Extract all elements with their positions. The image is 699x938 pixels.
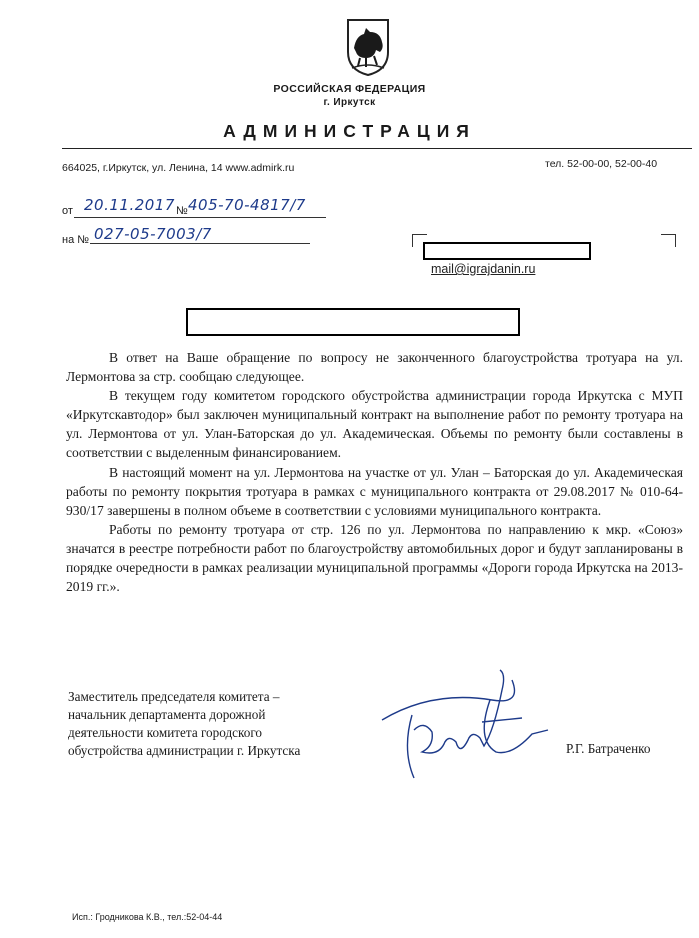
- number-label: №: [176, 205, 188, 217]
- executor-contact: Исп.: Гродникова К.В., тел.:52-04-44: [72, 912, 223, 922]
- position-line-3: деятельности комитета городского: [68, 725, 263, 740]
- header-divider: [62, 148, 692, 149]
- reply-label: на №: [62, 234, 90, 246]
- letter-body: [66, 348, 683, 596]
- reply-number: 027-05-7003/7: [94, 225, 212, 243]
- address-line: 664025, г.Иркутск, ул. Ленина, 14 www.admirk.ru: [62, 162, 295, 174]
- city-name: г. Иркутск: [323, 97, 376, 108]
- position-line-2: начальник департамента дорожной: [68, 707, 266, 722]
- signatory-name: Р.Г. Батраченко: [566, 741, 651, 756]
- body-paragraph-3: В настоящий момент на ул. Лермонтова на участке от ул. Улан – Баторская до ул. Академическая работы по ремонту покрытия тротуара в рамках с муниципального контракта от 29.08.2017 № 010-64-930/17 завершены в полном объеме в соответствии с условиями муниципального контракта.: [66, 464, 683, 518]
- recipient-email: mail@igrajdanin.ru: [431, 262, 536, 276]
- letter-number: 405-70-4817/7: [188, 196, 306, 214]
- date-number-underline: [74, 217, 326, 218]
- address-corner-right: [661, 234, 676, 247]
- reply-underline: [90, 243, 310, 244]
- administration-title: АДМИНИСТРАЦИЯ: [223, 121, 476, 141]
- body-paragraph-1: В ответ на Ваше обращение по вопросу не законченного благоустройства тротуара на ул. Лермонтова за стр. сообщаю следующее.: [66, 350, 683, 385]
- redacted-salutation: [186, 308, 520, 336]
- position-line-4: обустройства администрации г. Иркутска: [68, 743, 301, 758]
- body-paragraph-2: В текущем году комитетом городского обустройства администрации города Иркутска с МУП «Иркутскавтодор» был заключен муниципальный контракт на выполнение работ по ремонту тротуара на ул. Лермонтова от ул. Улан-Баторская до ул. Академическая. Объемы по ремонту были составлены в соответствии с выделенным финансированием.: [66, 388, 683, 461]
- position-line-1: Заместитель председателя комитета –: [68, 689, 280, 704]
- coat-of-arms-emblem: [346, 18, 390, 76]
- redacted-recipient-name: [423, 242, 591, 260]
- phone-line: тел. 52-00-00, 52-00-40: [545, 158, 658, 170]
- body-paragraph-4: Работы по ремонту тротуара от стр. 126 по ул. Лермонтова по направлению к мкр. «Союз» значатся в реестре потребности работ по благоустройству автомобильных дорог и будут запланированы в порядке очередности в рамках реализации муниципальной программы «Дороги города Иркутска на 2013-2019 гг.».: [66, 521, 683, 595]
- country-name: РОССИЙСКАЯ ФЕДЕРАЦИЯ: [273, 83, 426, 95]
- handwritten-signature: [372, 660, 552, 790]
- from-label: от: [62, 205, 73, 217]
- letter-date: 20.11.2017: [84, 196, 175, 214]
- signatory-position: [68, 688, 300, 760]
